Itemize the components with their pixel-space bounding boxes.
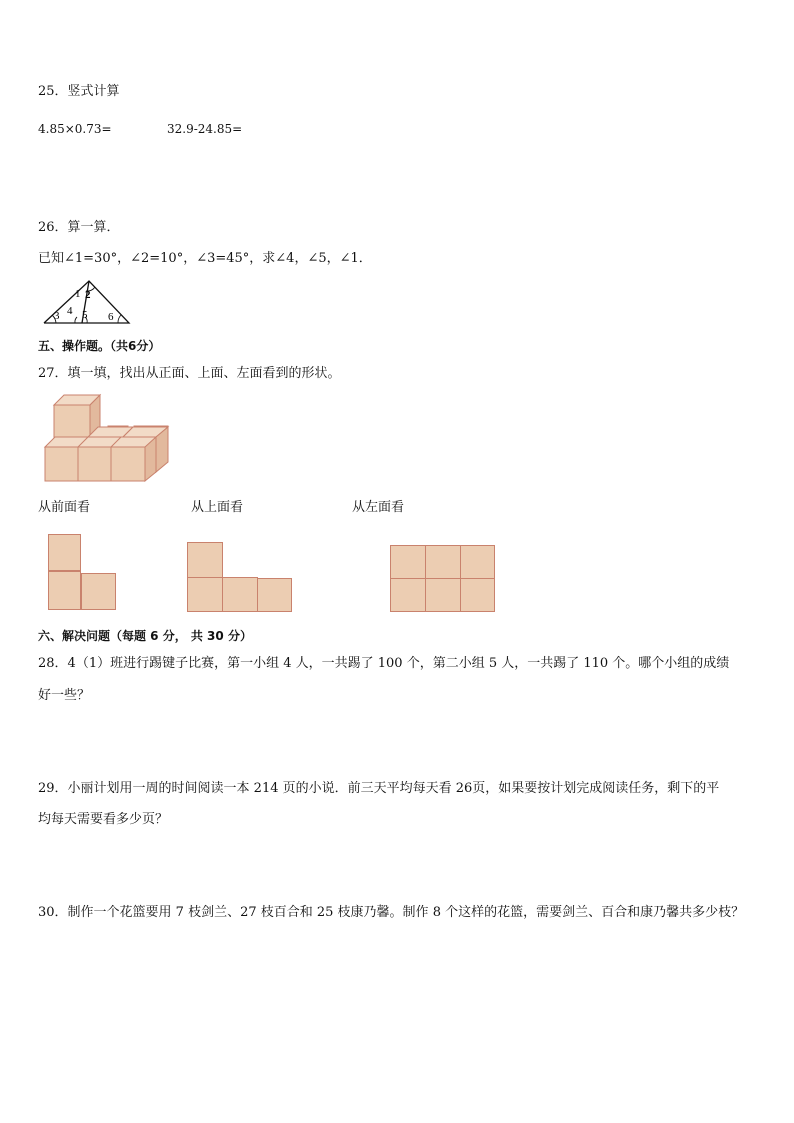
top-view-square	[222, 577, 258, 612]
top-view-square	[187, 577, 223, 612]
q28-line-1: 28．4（1）班进行踢键子比赛，第一小组 4 人，一共踢了 100 个，第二小组 5 人，一共踢了 110 个。哪个小组的成绩	[38, 656, 730, 671]
angle-label-4: 4	[67, 305, 73, 317]
section-6-heading: 六、解决问题（每题 6 分， 共 30 分）	[38, 629, 252, 643]
angle-label-5: 5	[82, 309, 88, 321]
q29-line-2: 均每天需要看多少页？	[38, 812, 169, 827]
q29-line-1: 29．小丽计划用一周的时间阅读一本 214 页的小说．前三天平均每天看 26页，如果要按计划完成阅读任务，剩下的平	[38, 781, 720, 796]
q30-line-1: 30．制作一个花篮要用 7 枝剑兰、27 枝百合和 25 枝康乃馨。制作 8 个这样的花篮，需要剑兰、百合和康乃馨共多少枝？	[38, 905, 745, 920]
view-label-front: 从前面看	[38, 500, 91, 515]
left-view-square	[425, 545, 461, 579]
left-view-square	[460, 545, 495, 579]
front-view-square	[81, 573, 116, 610]
left-view-square	[460, 578, 495, 612]
left-view-square	[425, 578, 461, 612]
view-label-top: 从上面看	[191, 500, 244, 515]
left-view-square	[390, 545, 426, 579]
section-5-heading: 五、操作题。（共6分）	[38, 339, 161, 353]
q25-expression-1: 4.85×0.73=	[38, 122, 112, 136]
top-view-square	[187, 542, 223, 578]
angle-label-1: 1	[75, 288, 81, 300]
left-view-square	[390, 578, 426, 612]
q28-line-2: 好一些？	[38, 688, 91, 703]
q25-title: 25．竖式计算	[38, 84, 120, 99]
q27-title: 27．填一填，找出从正面、上面、左面看到的形状。	[38, 366, 341, 381]
q26-text: 已知∠1=30°，∠2=10°，∠3=45°，求∠4，∠5，∠1．	[38, 251, 372, 266]
angle-label-6: 6	[108, 311, 114, 323]
view-label-left: 从左面看	[352, 500, 405, 515]
front-view-square	[48, 571, 81, 610]
angle-label-2: 2	[85, 289, 91, 301]
front-view-square	[48, 534, 81, 571]
top-view-square	[257, 578, 292, 612]
q26-title: 26．算一算．	[38, 220, 120, 235]
angle-label-3: 3	[54, 310, 60, 322]
triangle-figure	[42, 278, 132, 326]
cube-arrangement-figure	[44, 394, 170, 484]
q25-expression-2: 32.9-24.85=	[167, 122, 243, 136]
